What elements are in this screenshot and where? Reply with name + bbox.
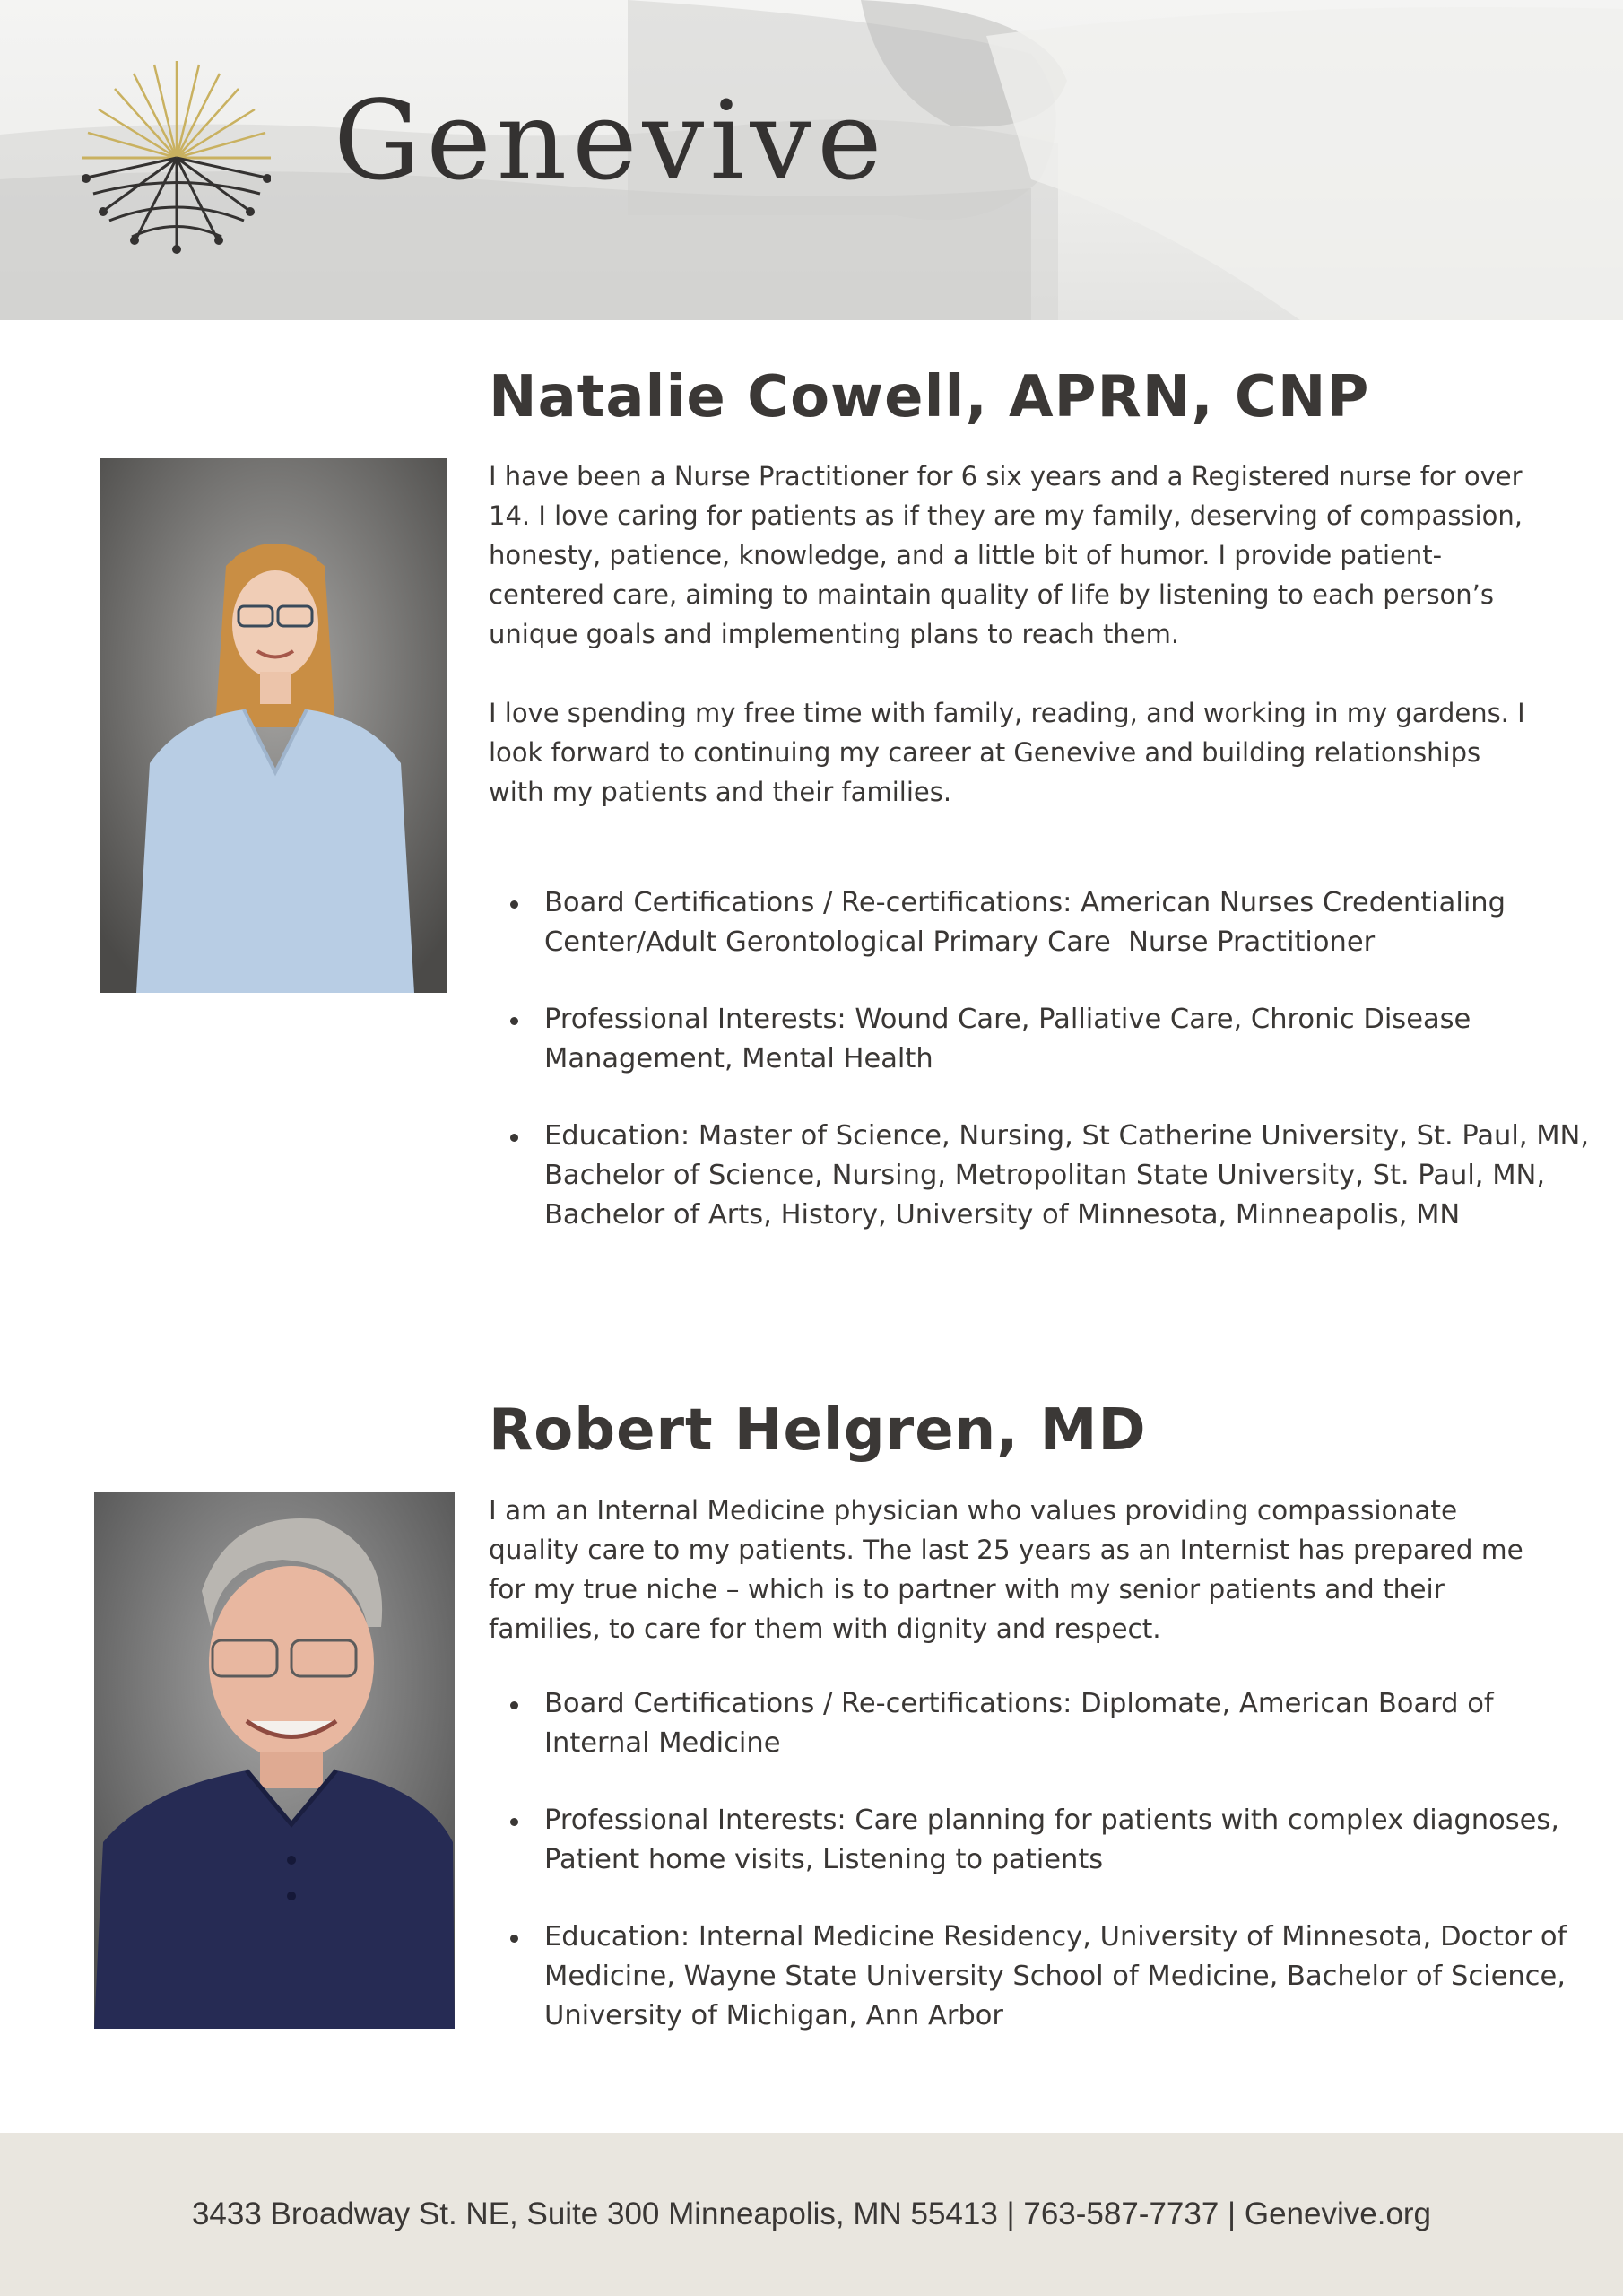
profile-name: Robert Helgren, MD [489, 1397, 1147, 1464]
robert-helgren-photo [94, 1492, 455, 2029]
profile-bio [489, 1491, 1533, 1648]
profile-details-list [489, 883, 1589, 1235]
profile-name: Natalie Cowell, APRN, CNP [489, 364, 1370, 430]
genevive-logo-icon [82, 59, 271, 257]
natalie-cowell-photo [100, 458, 447, 993]
profile-bio [489, 457, 1533, 812]
education-item: Education: Internal Medicine Residency, University of Minnesota, Doctor of Medicine, Wayne State University School of Medicine, Bachelor of Science, University of Michigan, Ann Arbor [544, 1918, 1589, 2036]
certifications-item: Board Certifications / Re-certifications: American Nurses Credentialing Center/Adult Gerontological Primary Care Nurse Practitioner [544, 883, 1589, 962]
interests-item: Professional Interests: Care planning for patients with complex diagnoses, Patient home visits, Listening to patients [544, 1801, 1589, 1880]
page-header [0, 0, 1623, 320]
contact-info: 3433 Broadway St. NE, Suite 300 Minneapolis, MN 55413 | 763-587-7737 | Genevive.org [191, 2196, 1432, 2231]
bio-paragraph: I am an Internal Medicine physician who values providing compassionate quality care to my patients. The last 25 years as an Internist has prepared me for my true niche – which is to partner with my senior patients and their families, to care for them with dignity and respect. [489, 1495, 1523, 1644]
profile-details-list [489, 1684, 1589, 2036]
certifications-item: Board Certifications / Re-certifications: Diplomate, American Board of Internal Medicine [544, 1684, 1589, 1763]
interests-item: Professional Interests: Wound Care, Palliative Care, Chronic Disease Management, Mental Health [544, 1000, 1589, 1079]
brand-name: Genevive [334, 77, 888, 204]
education-item: Education: Master of Science, Nursing, St Catherine University, St. Paul, MN, Bachelor of Science, Nursing, Metropolitan State University, St. Paul, MN, Bachelor of Arts, History, University of Minnesota, Minneapolis, MN [544, 1117, 1589, 1235]
bio-paragraph: I have been a Nurse Practitioner for 6 six years and a Registered nurse for over 14. I love caring for patients as if they are my family, deserving of compassion, honesty, patience, knowledge, and a little bit of humor. I provide patient- centered care, aiming to maintain quality of life by listening to each person’s unique goals and implementing plans to reach them. [489, 461, 1523, 649]
bio-paragraph: I love spending my free time with family, reading, and working in my gardens. I look forward to continuing my career at Genevive and building relationships with my patients and their families. [489, 698, 1525, 807]
page-footer [0, 2133, 1623, 2296]
